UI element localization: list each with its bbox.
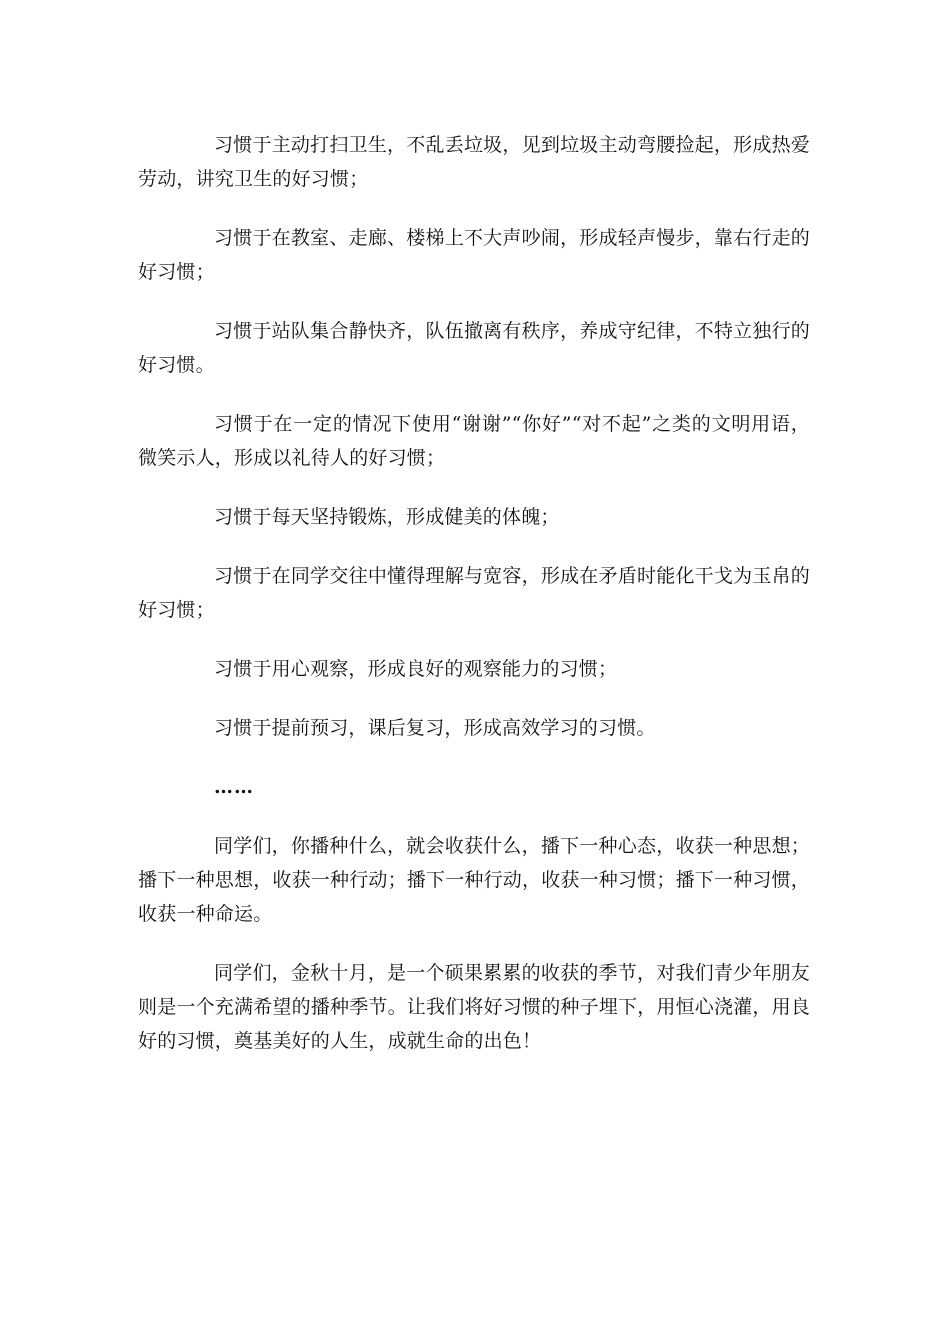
paragraph-sowing-reaping: 同学们，你播种什么，就会收获什么，播下一种心态，收获一种思想；播下一种思想，收获一种行动；播下一种行动，收获一种习惯；播下一种习惯，收获一种命运。 — [138, 835, 811, 925]
paragraph-cleaning-habit: 习惯于主动打扫卫生，不乱丢垃圾，见到垃圾主动弯腰捡起，形成热爱劳动，讲究卫生的好习惯； — [138, 134, 810, 190]
paragraph-closing: 同学们，金秋十月，是一个硕果累累的收获的季节，对我们青少年朋友则是一个充满希望的播种季节。让我们将好习惯的种子埋下，用恒心浇灌，用良好的习惯，奠基美好的人生，成就生命的出色！ — [138, 962, 811, 1052]
paragraph-polite-language-habit: 习惯于在一定的情况下使用“谢谢”“你好”“对不起”之类的文明用语，微笑示人，形成以礼待人的好习惯； — [138, 413, 810, 469]
paragraph-study-habit: 习惯于提前预习，课后复习，形成高效学习的习惯。 — [214, 717, 656, 739]
paragraph-lineup-habit: 习惯于站队集合静快齐，队伍撤离有秩序，养成守纪律，不特立独行的好习惯。 — [138, 320, 810, 376]
paragraph-observation-habit: 习惯于用心观察，形成良好的观察能力的习惯； — [214, 658, 618, 680]
document-body — [138, 128, 810, 1083]
paragraph-exercise-habit: 习惯于每天坚持锻炼，形成健美的体魄； — [214, 506, 560, 528]
paragraph-ellipsis: …… — [214, 776, 254, 798]
paragraph-tolerance-habit: 习惯于在同学交往中懂得理解与宽容，形成在矛盾时能化干戈为玉帛的好习惯； — [138, 565, 810, 621]
paragraph-quiet-walking-habit: 习惯于在教室、走廊、楼梯上不大声吵闹，形成轻声慢步，靠右行走的好习惯； — [138, 227, 810, 283]
